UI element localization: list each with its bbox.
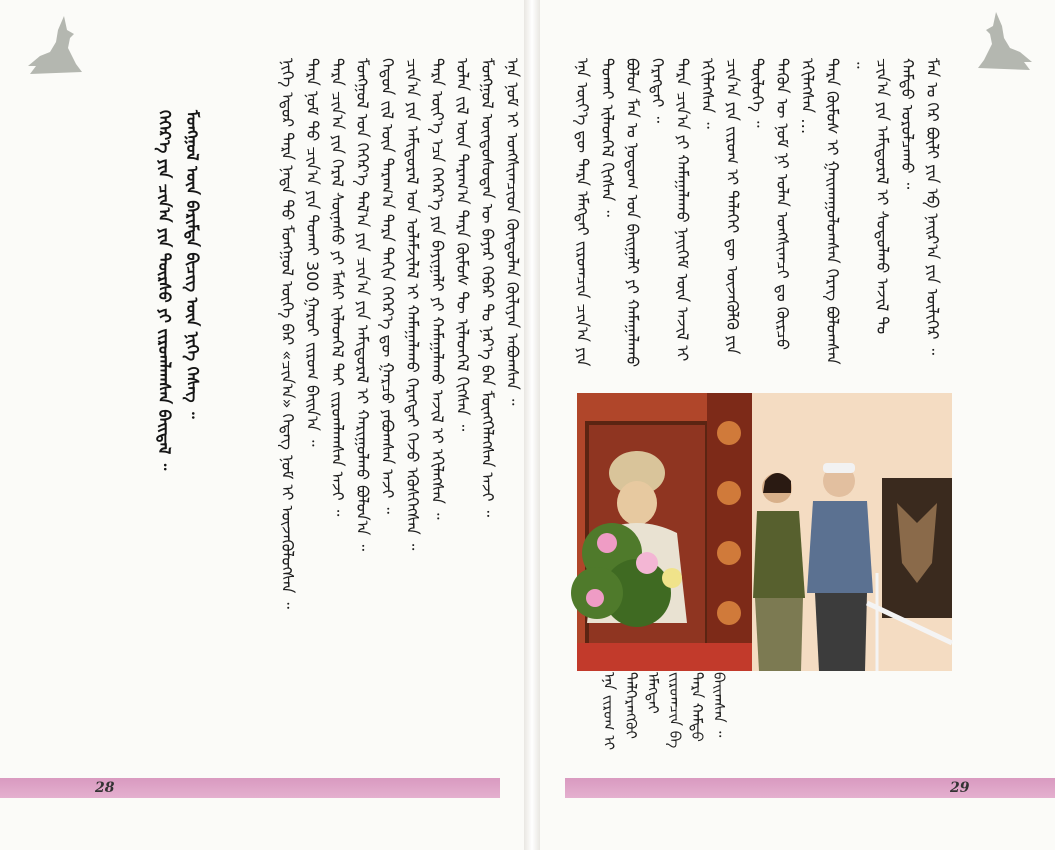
text-line: ᠬᠡᠳᠦᠨ ᠵᠢᠯ ᠦᠨ ᠳᠠᠷᠠᠭ᠎ᠠ ᠲᠡᠷᠡ ᠳᠠᠬᠢᠨ ᠬᠡᠭᠡᠷ᠎ᠡ ᠳᠦ ᠭᠠᠷᠴᠤ ᠶᠠᠪᠤᠭᠰᠠᠨ ᠠᠵᠢ ᠃ <box>378 58 397 514</box>
man-vest <box>807 501 873 593</box>
text-line: ᠲᠡᠭᠦᠨ ᠦ ᠨᠣᠮ ᠨᠢ ᠣᠯᠠᠨ ᠤᠩᠰᠢᠭᠴᠢ ᠳᠤ ᠬᠦᠷᠴᠦ ᠡᠬᠢᠯᠡᠭᠰᠡᠨ … <box>773 58 817 351</box>
text-line: ᠲᠡᠷᠡ ᠬᠠᠮᠲᠤ ᠪᠠᠢᠭᠰᠠᠨ ᠃ <box>688 672 728 742</box>
text-line: ᠡᠨᠡ ᠵᠢᠷᠤᠭ ᠢ ᠳᠡᠯᠭᠡᠷᠡᠩᠭᠦᠢ <box>600 672 640 751</box>
woman-shirt <box>753 511 805 598</box>
text-line: ᠮᠠᠨ ᠤ ᠭᠡᠷ ᠪᠥᠯᠢ ᠶᠢᠨ ᠡᠪ ᠨᠠᠢᠷ᠎ᠠ ᠶᠢᠨ ᠦᠯᠢᠭᠡᠷ ᠃ <box>923 58 942 356</box>
page-number: 28 <box>95 780 115 796</box>
woman-camo-pants <box>755 598 803 671</box>
flower <box>662 568 682 588</box>
footer-bar <box>565 778 1055 798</box>
text-line: ᠲᠡᠷᠡ ᠬᠦᠮᠦᠰ ᠢ ᠭᠠᠢᠬᠠᠭᠤᠯᠤᠭᠰᠠᠨ ᠬᠡᠷᠡᠭ ᠪᠣᠯᠤᠭᠰᠠᠨ ᠃ <box>823 58 867 365</box>
khan-face <box>617 481 657 525</box>
text-line: ᠲᠡᠷᠡ ᠴᠢᠨ᠎ᠠ ᠶᠢᠨ ᠭᠡᠷᠡᠯ ᠰᠦᠨᠡᠰᠦ ᠶᠢ ᠮᠠᠰᠢ ᠢᠯᠡᠳᠬᠡᠯ ᠲᠡᠢ ᠵᠢᠷᠤᠭᠯᠠᠭᠰᠠᠨ ᠠᠵᠢ ᠃ <box>328 58 347 517</box>
right-page-text-column <box>570 58 942 378</box>
text-line: ᠴᠢᠨ᠎ᠠ ᠶᠢᠨ ᠵᠢᠷᠤᠭ ᠢ ᠳᠡᠯᠡᠭᠡᠢ ᠳᠦ ᠦᠵᠡᠭᠦᠯᠬᠦ ᠶᠢᠨ ᠲᠥᠯᠦᠭᠡ ᠃ <box>723 58 767 355</box>
flower <box>586 589 604 607</box>
right-page <box>540 0 1055 850</box>
flower <box>597 533 617 553</box>
text-line: ᠮᠣᠩᠭᠣᠯ ᠦᠨᠳᠦᠰᠦᠲᠡᠨ ᠦ ᠪᠠᠶᠠᠷ ᠬᠡᠪᠡᠷ ᠲᠤ ᠨᠡᠷ᠎ᠡ ᠪᠡᠨ ᠮᠥᠩᠬᠡᠯᠡᠭᠰᠡᠨ ᠠᠵᠢ ᠃ <box>478 58 497 518</box>
left-page-text-column <box>275 58 522 758</box>
caption-line: ᠬᠡᠭᠡᠷ᠎ᠡ ᠶᠢᠨ ᠴᠢᠨ᠎ᠠ ᠶᠢᠨ ᠳᠦᠷᠰᠦ ᠶᠢ ᠵᠢᠷᠤᠭᠯᠠᠭᠰᠠᠨ ᠪᠠᠢᠳᠠᠯ ᠃ <box>155 110 174 471</box>
text-line: ᠮᠤᠩᠭᠤᠯ ᠤᠨ ᠬᠡᠭᠡᠷ᠎ᠡ ᠲᠠᠯ᠎ᠠ ᠶᠢᠨ ᠴᠢᠨ᠎ᠠ ᠶᠢᠨ ᠠᠮᠢᠳᠤᠷᠠᠯ ᠢ ᠬᠠᠷᠢᠭᠤᠯᠬᠤ ᠪᠣᠯᠤᠨ᠎ᠠ ᠃ <box>353 58 372 552</box>
man-trousers <box>815 593 867 671</box>
text-line: ᠴᠢᠨ᠎ᠠ ᠶᠢᠨ ᠠᠮᠢᠳᠤᠷᠠᠯ ᠢ ᠰᠤᠳᠤᠯᠬᠤ ᠠᠵᠢᠯ ᠲᠤ ᠬᠠᠮᠲᠤ ᠣᠷᠤᠯᠴᠠᠬᠤ ᠃ <box>873 58 917 335</box>
book-gutter <box>524 0 540 850</box>
text-line: ᠣᠯᠠᠨ ᠵᠢᠯ ᠦᠨ ᠳᠠᠷᠠᠭ᠎ᠠ ᠲᠡᠷᠡ ᠬᠦᠮᠦᠰ ᠲᠦ ᠢᠯᠡᠳᠬᠡᠯ ᠬᠢᠭᠰᠡᠨ ᠃ <box>453 58 472 432</box>
caption-line: ᠮᠣᠩᠭᠣᠯ ᠦᠨ ᠪᠠᠷᠢᠮᠲᠠ ᠪᠢᠴᠢᠭ ᠦᠨ ᠨᠢᠭᠡ ᠬᠡᠰᠡᠭ ᠃ <box>183 110 202 419</box>
text-line: ᠲᠡᠷᠡ ᠦᠶ᠎ᠡ ᠡᠴᠡ ᠬᠡᠭᠡᠷ᠎ᠡ ᠶᠢᠨ ᠪᠠᠶᠢᠭᠠᠯᠢ ᠶᠢ ᠬᠠᠮᠠᠭᠠᠯᠠᠬᠤ ᠠᠵᠢᠯ ᠢ ᠡᠬᠢᠯᠡᠭᠰᠡᠨ ᠃ <box>428 58 447 520</box>
left-page-caption <box>150 110 206 530</box>
flower <box>636 552 658 574</box>
text-line: ᠡᠨᠡ ᠦᠶ᠎ᠡ ᠳᠦ ᠲᠡᠷᠡ ᠡᠮᠡᠭᠳᠡᠢ ᠵᠢᠷᠤᠭᠴᠢᠨ ᠴᠢᠨ᠎ᠠ ᠶᠢᠨ ᠲᠤᠬᠠᠢ ᠢᠯᠡᠳᠬᠡᠯ ᠬᠢᠭᠰᠡᠨ ᠃ <box>573 58 617 367</box>
text-line: ᠴᠢᠨ᠎ᠠ ᠶᠢᠨ ᠠᠮᠢᠳᠤᠷᠠᠯ ᠤᠨ ᠤᠯᠠᠮᠵᠢᠯᠠᠯ ᠢ ᠬᠠᠮᠠᠭᠠᠯᠠᠬᠤ ᠬᠡᠷᠡᠭᠲᠡᠢ ᠭᠡᠵᠦ ᠡᠭᠦᠰᠭᠡᠭᠰᠡᠨ ᠃ <box>403 58 422 551</box>
page-number: 29 <box>950 780 970 796</box>
photo <box>577 393 952 671</box>
text-line: ᠲᠡᠷᠡ ᠴᠢᠨ᠎ᠠ ᠶᠢ ᠬᠠᠮᠠᠭᠠᠯᠠᠬᠤ ᠨᠡᠢᠭᠡᠮ ᠦᠨ ᠠᠵᠢᠯ ᠢ ᠡᠬᠢᠯᠡᠭᠰᠡᠨ ᠃ <box>673 58 717 362</box>
text-line: ᠪᠣᠯᠤᠨ ᠮᠠᠨ ᠤ ᠨᠤᠲᠤᠭ ᠤᠨ ᠪᠠᠢᠭᠠᠯᠢ ᠶᠢ ᠬᠠᠮᠠᠭᠠᠯᠠᠬᠤ ᠬᠡᠷᠡᠭᠲᠡᠢ ᠃ <box>623 58 667 368</box>
left-page <box>0 0 524 850</box>
footer-bar <box>0 778 500 798</box>
text-line: ᠲᠡᠷᠡ ᠨᠣᠮ ᠲᠤ᠌ ᠴᠢᠨ᠎ᠠ ᠶᠢᠨ ᠲᠤᠬᠠᠢ 300 ᠭᠠᠷᠤᠢ ᠵᠢᠷᠤᠭ ᠪᠠᠢᠨ᠎ᠠ ᠃ <box>303 58 322 447</box>
howling-wolf-icon <box>972 8 1042 78</box>
text-line: ᠡᠮᠡᠭᠳᠡᠢ ᠵᠢᠷᠤᠭᠴᠢᠨ ᠪᠠ <box>644 672 684 749</box>
howling-wolf-icon <box>18 12 88 82</box>
text-line: ᠨᠢᠭᠡ ᠡᠳᠦᠷ ᠲᠡᠷᠡ ᠨᠠᠳᠠ ᠲᠤ᠌ ᠮᠤᠩᠭᠤᠯ ᠦᠭᠡ ᠪᠡᠷ «ᠴᠢᠨ᠎ᠠ» ᠭᠡᠳᠡᠭ ᠨᠣᠮ ᠢ ᠦᠵᠡᠭᠦᠯᠦᠭᠰᠡᠨ ᠃ <box>278 58 297 609</box>
below-photo-text <box>598 672 898 762</box>
carpet <box>577 643 752 671</box>
man-cap <box>823 463 855 473</box>
text-line: ᠡᠨᠡ ᠨᠣᠮ ᠢ ᠤᠩᠰᠢᠭᠴᠢᠳ ᠬᠦᠨᠳᠦᠯᠡᠨ ᠬᠦᠯᠢᠶᠡᠨ ᠠᠪᠤᠭᠰᠠᠨ ᠃ <box>503 58 522 406</box>
